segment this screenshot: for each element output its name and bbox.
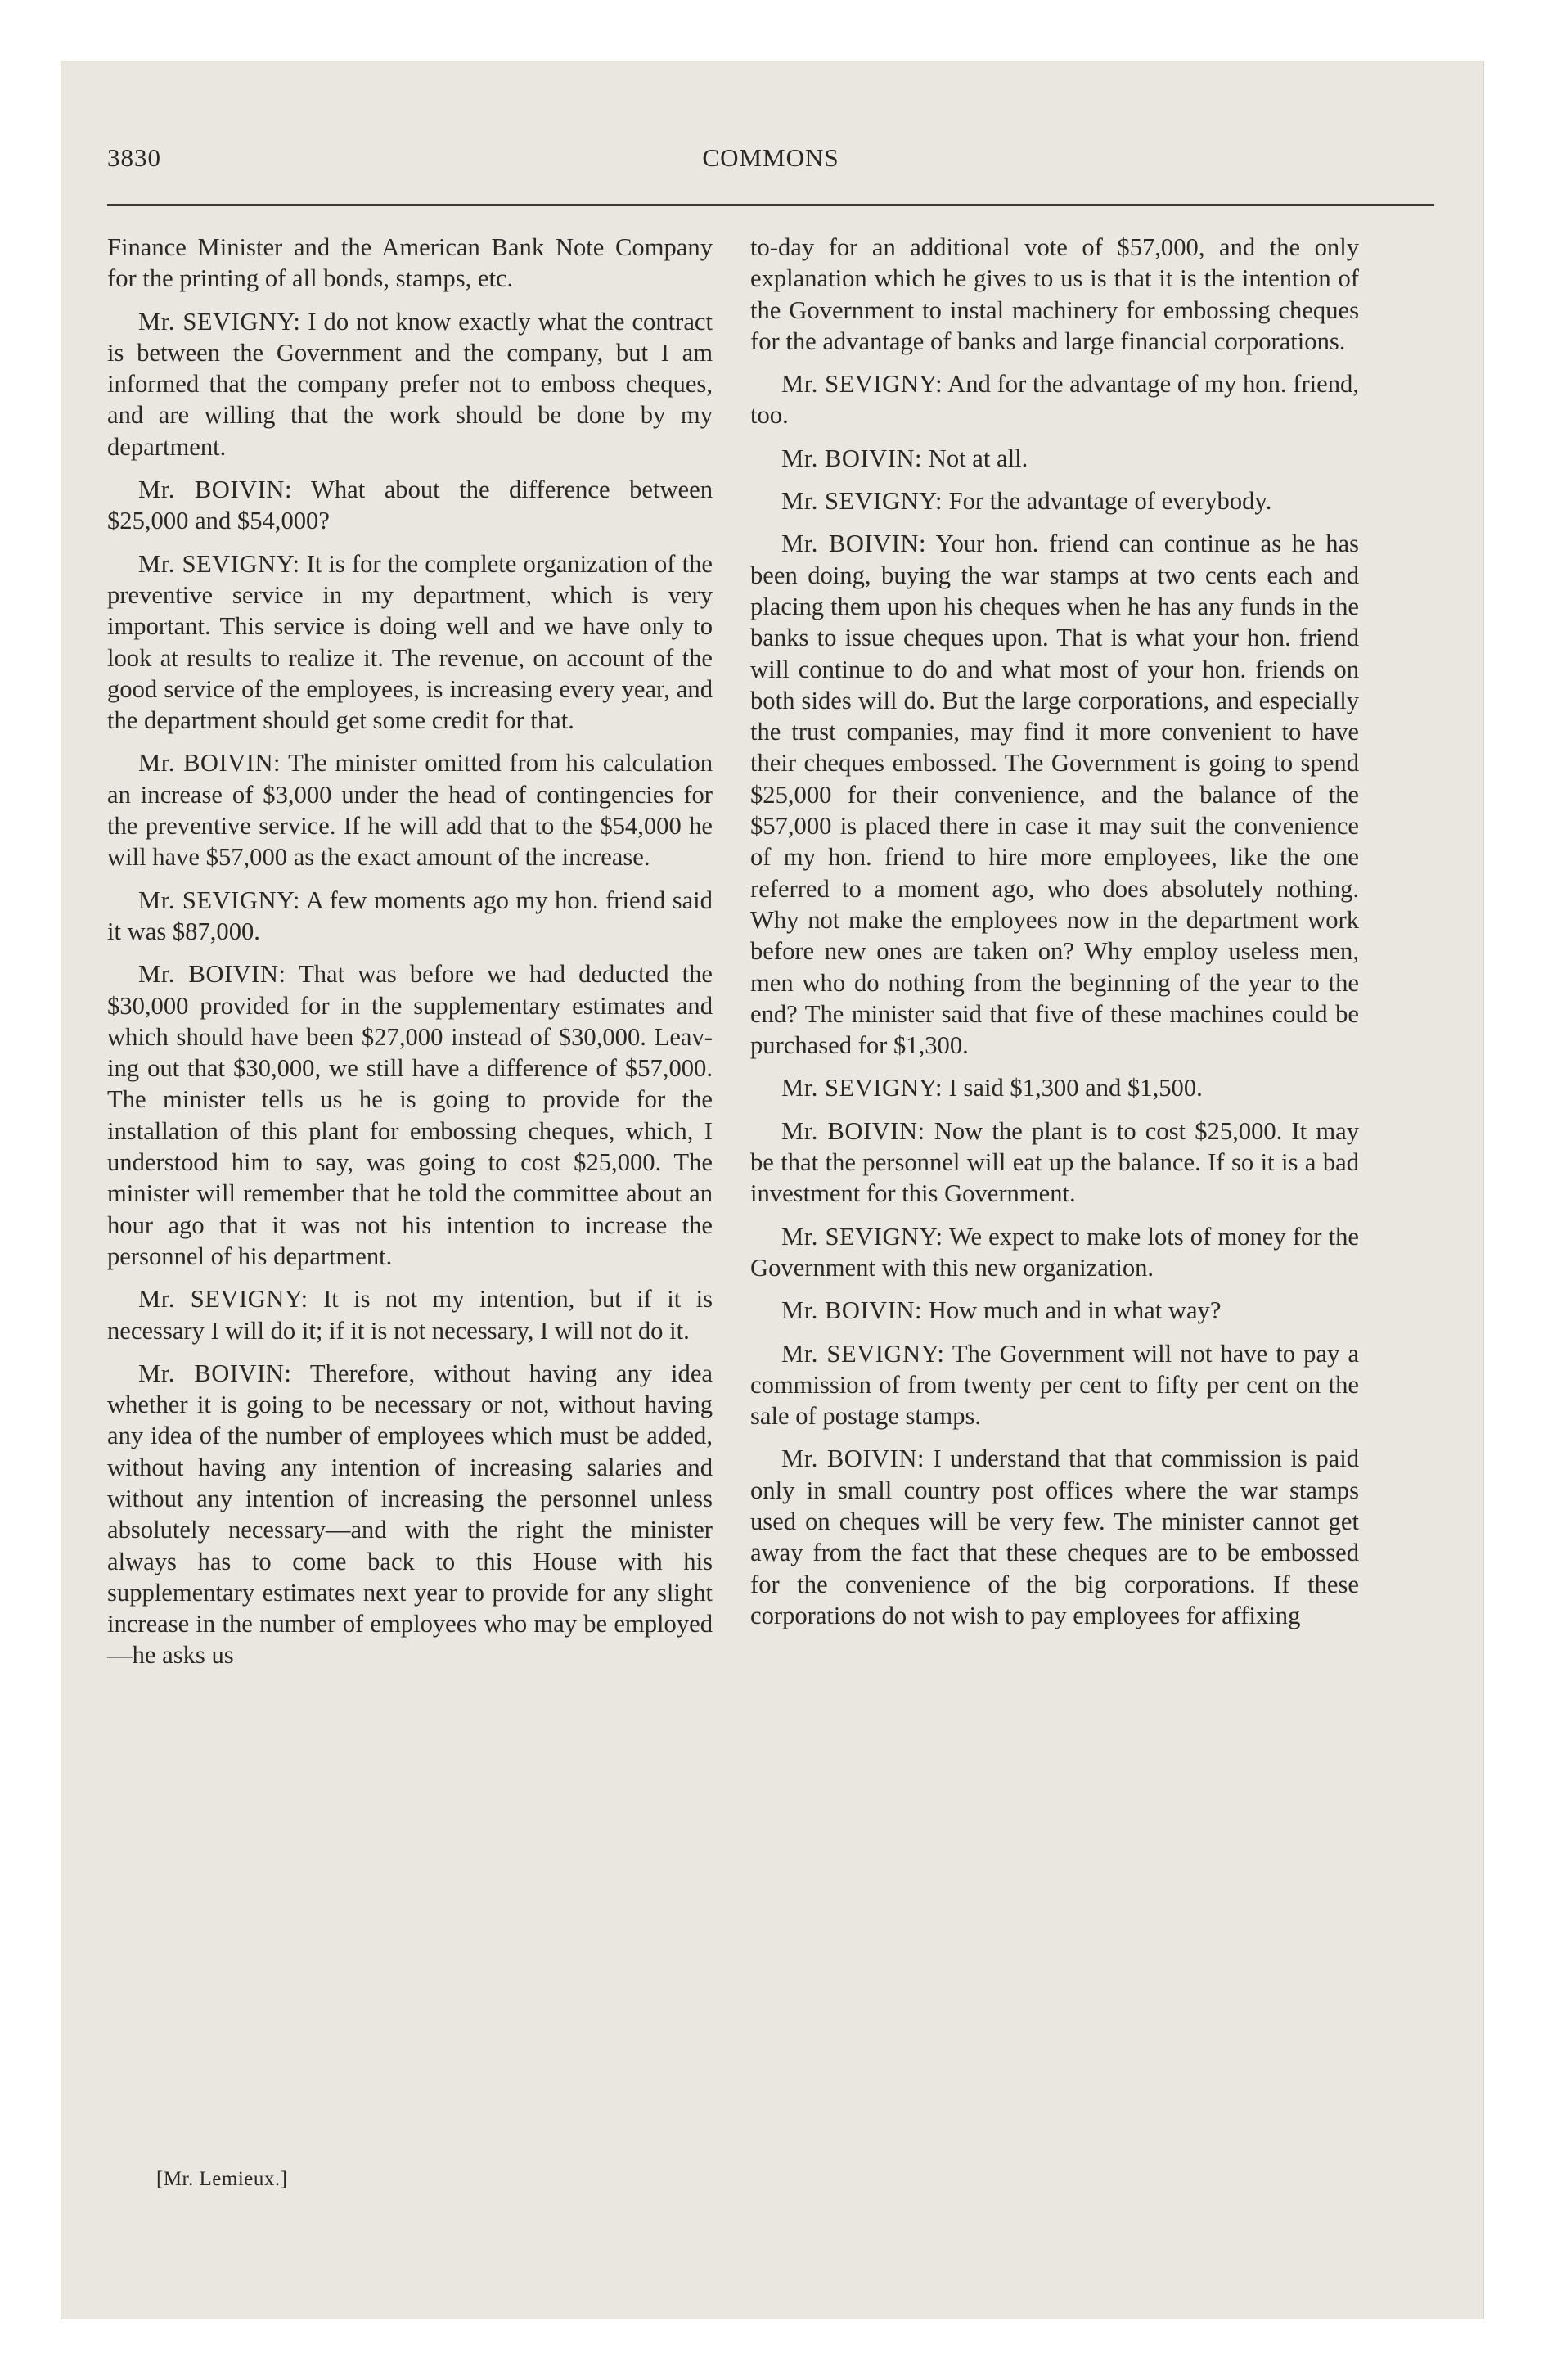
speaker-name: Mr. BOIVIN: bbox=[138, 960, 286, 989]
paragraph bbox=[107, 885, 713, 948]
right-column bbox=[750, 232, 1359, 1643]
paragraph-text: The Government will not have to pay a commission of from twenty per cent to fifty per cent on the sale of postage stamps. bbox=[750, 1339, 1359, 1431]
paragraph-text: Therefore, without having any idea whether it is going to be necessary or not, without having any idea of the number of employees which must be added, without having any intention of increasing salaries and without any intention of increasing the personnel unless absolutely necessary—and with the right the minister always has to come back to this House with his supplementary estimates next year to provide for any slight increase in the number of employees who may be employed—he asks us bbox=[107, 1359, 713, 1670]
speaker-name: Mr. BOIVIN: bbox=[781, 1116, 925, 1145]
paragraph bbox=[107, 1358, 713, 1671]
speaker-name: Mr. BOIVIN: bbox=[781, 1445, 925, 1473]
paragraph-text: I understand that that commission is paid only in small country post offices where the war stamps used on cheques will be very few. The minister cannot get away from the fact that these cheques are to be embossed for the convenience of the big corporations. If these corporations do not wish to pay employees for affixing bbox=[750, 1445, 1359, 1629]
paragraph-text: Not at all. bbox=[928, 444, 1028, 472]
left-column bbox=[107, 232, 713, 1683]
paragraph-text: A few moments ago my hon. friend said it was $87,000. bbox=[107, 886, 713, 945]
paragraph-text: Finance Minister and the American Bank Note Company for the printing of all bonds, stamps, etc. bbox=[107, 233, 713, 293]
paragraph-text: That was before we had deducted the $30,000 provided for in the supplementary estimates and which should have been $27,000 instead of $30,000. Leaving out that $30,000, we still have a difference of $57,000. The minister tells us he is going to provide for the installation of this plant for embossing cheques, which, I understood him to say, was going to cost $25,000. The minister will remember that he told the committee about an hour ago that it was not his intention to increase the personnel of his department. bbox=[107, 960, 713, 1270]
speaker-name: Mr. BOIVIN: bbox=[138, 1359, 292, 1387]
page-number: 3830 bbox=[107, 143, 161, 172]
paragraph-text: What about the difference between $25,000 and $54,000? bbox=[107, 476, 713, 535]
paragraph bbox=[750, 1295, 1359, 1326]
paragraph-text: For the advantage of everybody. bbox=[948, 487, 1272, 516]
paragraph-text: And for the advantage of my hon. friend, too. bbox=[750, 370, 1360, 430]
paragraph bbox=[750, 1338, 1359, 1432]
paragraph bbox=[750, 232, 1359, 357]
paragraph-text: I do not know exactly what the contract is between the Government and the company, but I am informed that the company prefer not to emboss cheques, and are willing that the work should be done by my department. bbox=[107, 307, 713, 461]
speaker-name: Mr. SEVIGNY: bbox=[138, 1285, 308, 1314]
paragraph bbox=[750, 1072, 1359, 1103]
paragraph-text: How much and in what way? bbox=[928, 1296, 1222, 1325]
speaker-name: Mr. BOIVIN: bbox=[781, 1296, 923, 1325]
speaker-name: Mr. SEVIGNY: bbox=[781, 1339, 945, 1368]
paragraph bbox=[750, 1443, 1359, 1631]
paragraph bbox=[107, 1283, 713, 1346]
speaker-name: Mr. SEVIGNY: bbox=[138, 307, 301, 336]
paragraph bbox=[107, 474, 713, 537]
speaker-name: Mr. BOIVIN: bbox=[781, 444, 923, 472]
paragraph bbox=[750, 443, 1359, 474]
paragraph-text: It is for the complete organization of the preventive service in my department, which is very important. This service is doing well and we have only to look at results to realize it. The revenue, on account of the good service of the employees, is increasing every year, and the department should get some credit for that. bbox=[107, 549, 713, 735]
paragraph-text: The minister omitted from his calculation an increase of $3,000 under the head of contingencies for the preventive service. If he will add that to the $54,000 he will have $57,000 as the exact amount of the increase. bbox=[107, 749, 713, 872]
paragraph bbox=[107, 958, 713, 1272]
speaker-name: Mr. BOIVIN: bbox=[781, 530, 927, 558]
speaker-name: Mr. BOIVIN: bbox=[138, 476, 292, 504]
speaker-attribution: [Mr. Lemieux.] bbox=[156, 2168, 288, 2190]
speaker-name: Mr. SEVIGNY: bbox=[781, 1074, 943, 1102]
paragraph bbox=[750, 485, 1359, 516]
paragraph-text: We expect to make lots of money for the Government with this new organization. bbox=[750, 1222, 1359, 1282]
paragraph-text: I said $1,300 and $1,500. bbox=[948, 1074, 1203, 1102]
paragraph-text: Your hon. friend can continue as he has been doing, buying the war stamps at two cents each and placing them upon his cheques when he has any funds in the banks to issue cheques upon. That is what your hon. friend will continue to do and what most of your hon. friends on both sides will do. But the large corporations, and especially the trust companies, may find it more convenient to have their cheques embossed. The Government is going to spend $25,000 for their convenience, and the balance of the $57,000 is placed there in case it may suit the convenience of my hon. friend to hire more employees, like the one referred to a moment ago, who does absolutely nothing. Why not make the employees now in the department work before new ones are taken on? Why employ useless men, men who do nothing from the beginning of the year to the end? The minister said that five of these machines could be purchased for $1,300. bbox=[750, 530, 1360, 1060]
document-page bbox=[61, 61, 1484, 2319]
paragraph-text: It is not my intention, but if it is necessary I will do it; if it is not necessary, I will not do it. bbox=[107, 1285, 713, 1345]
speaker-name: Mr. BOIVIN: bbox=[138, 749, 281, 778]
header-rule bbox=[107, 204, 1434, 206]
speaker-name: Mr. SEVIGNY: bbox=[781, 487, 943, 516]
paragraph bbox=[107, 232, 713, 295]
speaker-name: Mr. SEVIGNY: bbox=[781, 1222, 943, 1251]
paragraph bbox=[107, 306, 713, 462]
speaker-name: Mr. SEVIGNY: bbox=[138, 549, 300, 578]
paragraph bbox=[107, 747, 713, 872]
speaker-name: Mr. SEVIGNY: bbox=[781, 370, 943, 399]
paragraph-text: to-day for an additional vote of $57,000, and the only explanation which he gives to us is that it is the intention of the Government to instal machinery for embossing cheques for the advantage of banks and large financial corporations. bbox=[750, 233, 1359, 355]
page-header bbox=[107, 143, 1434, 184]
speaker-name: Mr. SEVIGNY: bbox=[138, 886, 300, 914]
paragraph bbox=[107, 548, 713, 737]
running-head: COMMONS bbox=[702, 143, 839, 172]
paragraph bbox=[750, 1221, 1359, 1284]
paragraph bbox=[750, 368, 1359, 431]
paragraph-text: Now the plant is to cost $25,000. It may be that the personnel will eat up the balance. If so it is a bad investment for this Government. bbox=[750, 1116, 1359, 1208]
paragraph bbox=[750, 528, 1359, 1061]
paragraph bbox=[750, 1116, 1359, 1210]
